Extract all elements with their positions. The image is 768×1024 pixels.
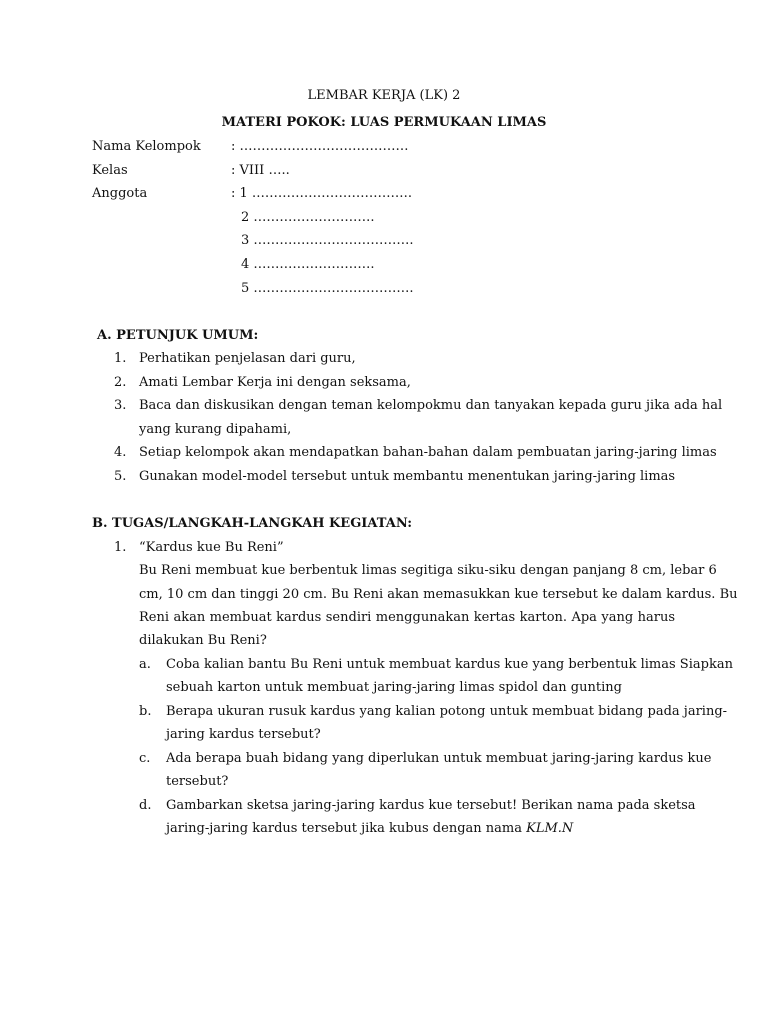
list-number: 3. (114, 398, 127, 413)
question-letter: b. (139, 704, 152, 719)
task-story-line: cm, 10 cm dan tinggi 20 cm. Bu Reni akan memasukkan kue tersebut ke dalam kardus. Bu (139, 587, 738, 602)
question-text-plain: jaring-jaring kardus tersebut jika kubus dengan nama (166, 821, 527, 836)
section-b-heading: B. TUGAS/LANGKAH-LANGKAH KEGIATAN: (92, 516, 413, 531)
task-story-line: Bu Reni membuat kue berbentuk limas segitiga siku-siku dengan panjang 8 cm, lebar 6 (139, 563, 717, 578)
question-text: Ada berapa buah bidang yang diperlukan untuk membuat jaring-jaring kardus kue (166, 751, 712, 766)
question-letter: d. (139, 798, 152, 813)
group-name-label: Nama Kelompok (92, 139, 201, 154)
question-text-continuation: sebuah karton untuk membuat jaring-jaring limas spidol dan gunting (166, 680, 622, 695)
list-item-continuation: yang kurang dipahami, (139, 422, 292, 437)
members-label: Anggota (92, 186, 148, 201)
question-text: Coba kalian bantu Bu Reni untuk membuat kardus kue yang berbentuk limas Siapkan (166, 657, 733, 672)
question-text-continuation: jaring kardus tersebut? (166, 727, 321, 742)
question-text-continuation (166, 821, 573, 836)
page-title: LEMBAR KERJA (LK) 2 (307, 88, 461, 103)
task-title: “Kardus kue Bu Reni” (139, 540, 284, 555)
list-item: Gunakan model-model tersebut untuk membantu menentukan jaring-jaring limas (139, 469, 676, 484)
section-a-heading: A. PETUNJUK UMUM: (97, 328, 259, 343)
question-letter: a. (139, 657, 151, 672)
list-number: 4. (114, 445, 127, 460)
list-number: 5. (114, 469, 127, 484)
list-item: Baca dan diskusikan dengan teman kelompokmu dan tanyakan kepada guru jika ada hal (139, 398, 723, 413)
list-item: Amati Lembar Kerja ini dengan seksama, (139, 375, 411, 390)
member-field: 3 ………………………………. (241, 233, 414, 248)
class-label: Kelas (92, 163, 128, 178)
question-letter: c. (139, 751, 151, 766)
task-story-line: dilakukan Bu Reni? (139, 633, 267, 648)
member-field: 5 ………………………………. (241, 281, 414, 296)
list-number: 1. (114, 351, 127, 366)
group-name-field: : ………………………………… (231, 139, 409, 154)
task-number: 1. (114, 540, 127, 555)
question-text-continuation: tersebut? (166, 774, 229, 789)
task-story-line: Reni akan membuat kardus sendiri menggunakan kertas karton. Apa yang harus (139, 610, 675, 625)
member-field: : 1 ………………………………. (231, 186, 413, 201)
member-field: 2 ………………………. (241, 210, 375, 225)
list-item: Perhatikan penjelasan dari guru, (139, 351, 356, 366)
page-subtitle: MATERI POKOK: LUAS PERMUKAAN LIMAS (221, 115, 547, 130)
class-field: : VIII ….. (231, 163, 290, 178)
question-text: Gambarkan sketsa jaring-jaring kardus kue tersebut! Berikan nama pada sketsa (166, 798, 696, 813)
member-field: 4 ………………………. (241, 257, 375, 272)
list-item: Setiap kelompok akan mendapatkan bahan-bahan dalam pembuatan jaring-jaring limas (139, 445, 717, 460)
list-number: 2. (114, 375, 127, 390)
net-name: KLM.N (526, 821, 574, 836)
question-text: Berapa ukuran rusuk kardus yang kalian potong untuk membuat bidang pada jaring- (166, 704, 728, 719)
